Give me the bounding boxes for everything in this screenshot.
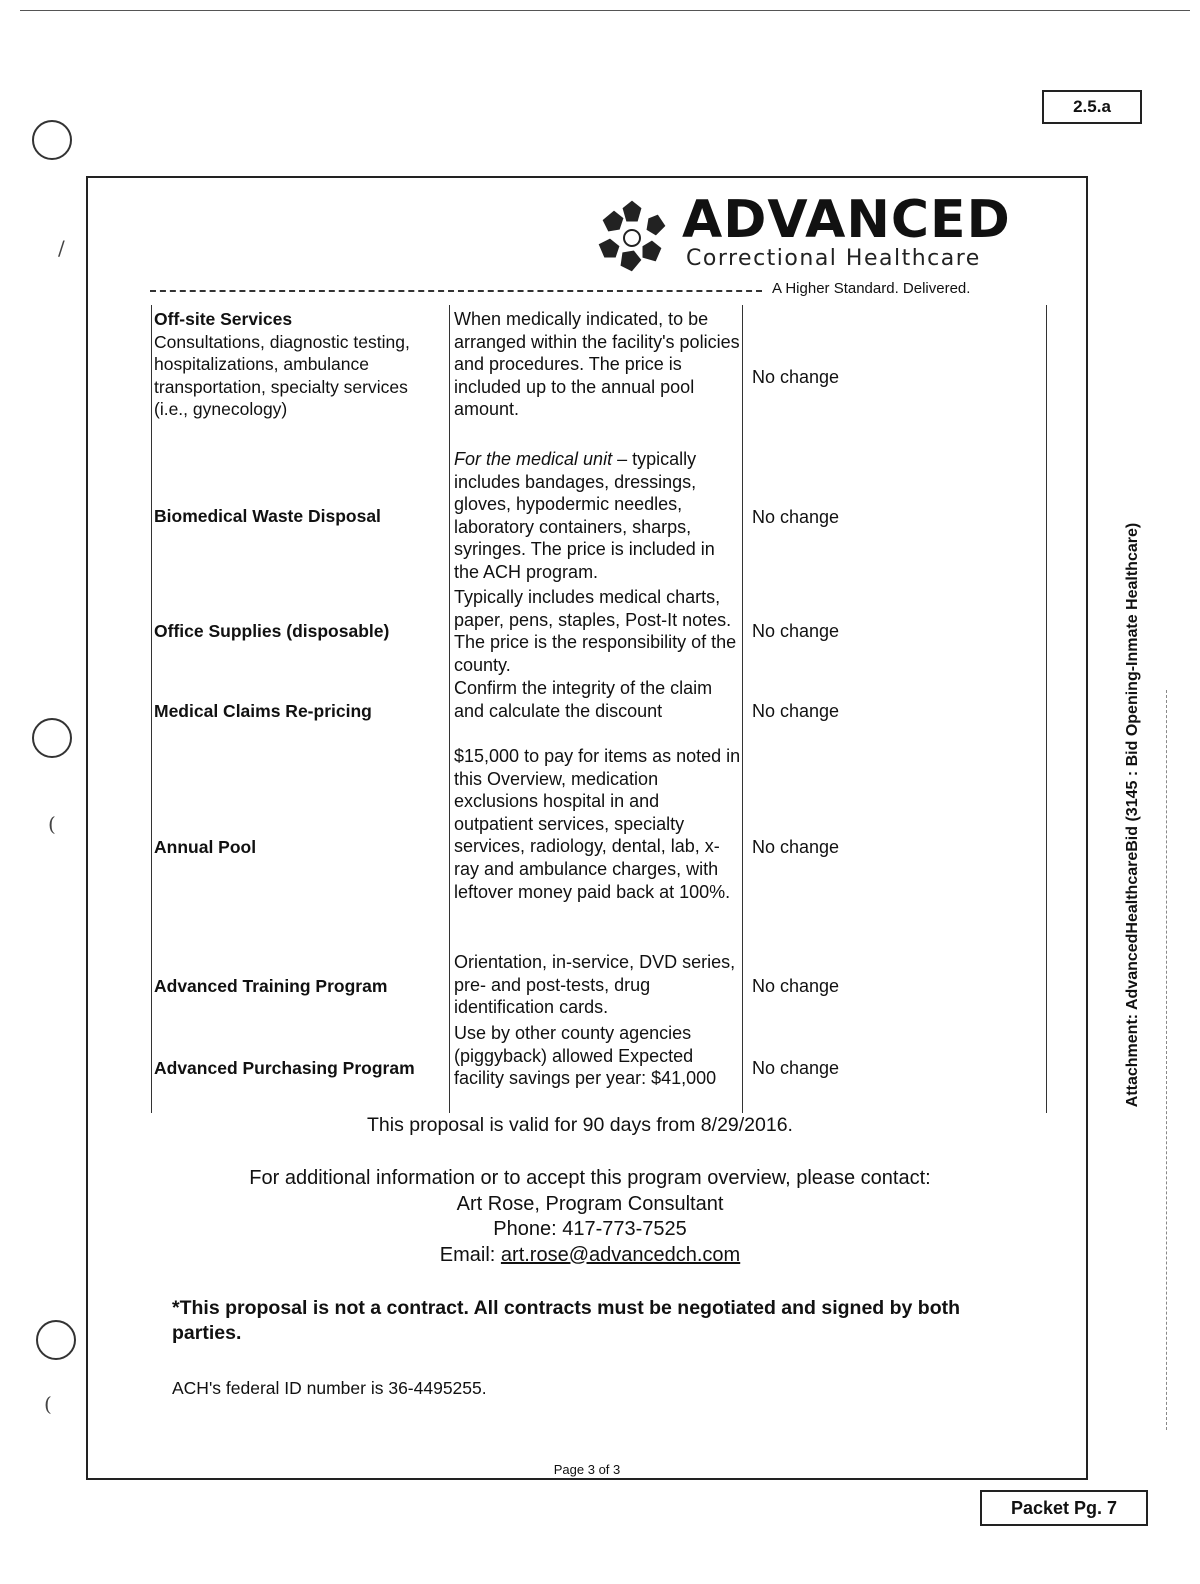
service-name-cell: Medical Claims Re-pricing [154,701,372,721]
table-border-right [1046,305,1047,1113]
page-number: Page 3 of 3 [553,1462,621,1477]
attachment-side-label: Attachment: AdvancedHealthcareBid (3145 : Bid Opening-Inmate Healthcare) [1124,522,1141,1108]
logo-wordmark: ADVANCED [682,190,1011,250]
description-cell [454,448,742,584]
description-text: – typically includes bandages, dressings, gloves, hypodermic needles, laboratory containers, sharps, syringes. The price is included in the ACH program. [454,449,715,582]
contact-intro: For additional information or to accept this program overview, please contact: [249,1167,931,1189]
description-cell: $15,000 to pay for items as noted in this Overview, medication exclusions hospital in and outpatient services, specialty services, radiology, dental, lab, x-ray and ambulance charges, with leftover money paid back at 100%. [454,746,741,902]
change-cell: No change [752,507,840,527]
federal-id: ACH's federal ID number is 36-4495255. [172,1378,487,1398]
tagline-dashes [150,290,762,292]
description-cell: Use by other county agencies (piggyback) allowed Expected facility savings per year: $41,000 [454,1023,717,1089]
contact-email-line [150,1243,1030,1269]
email-label: Email: [439,1243,501,1266]
email-link[interactable]: art.rose@advancedch.com [500,1243,741,1266]
service-name-cell: Biomedical Waste Disposal [154,506,381,526]
logo-subtitle: Correctional Healthcare [686,246,981,271]
change-cell: No change [752,621,840,641]
service-name-cell: Advanced Purchasing Program [154,1058,415,1078]
service-title: Off-site Services [154,309,293,329]
contact-block [150,1166,1030,1268]
table-column-divider [449,305,450,1113]
logo-emblem-icon [592,196,672,276]
punch-hole [32,718,72,758]
contact-phone: Phone: 417-773-7525 [493,1218,687,1240]
tagline-row [150,280,1010,304]
scan-mark: ( [48,812,56,836]
change-cell: No change [752,976,840,996]
contact-name: Art Rose, Program Consultant [456,1192,724,1215]
packet-page-box: Packet Pg. 7 [980,1490,1148,1526]
service-name-cell: Office Supplies (disposable) [154,621,390,641]
service-detail: Consultations, diagnostic testing, hospitalizations, ambulance transportation, specialty services (i.e., gynecology) [154,331,410,419]
description-cell: Orientation, in-service, DVD series, pre- and post-tests, drug identification cards. [454,952,736,1018]
tagline: A Higher Standard. Delivered. [772,280,971,297]
change-cell: No change [752,837,840,857]
top-scan-rule [20,10,1190,11]
description-italic: For the medical unit [454,449,613,469]
service-name-cell: Annual Pool [154,837,257,857]
service-name-cell [154,308,444,421]
service-name-cell: Advanced Training Program [154,976,388,996]
scan-mark: / [58,236,65,260]
table-column-divider [742,305,743,1113]
table-border-left [151,305,152,1113]
description-cell: Confirm the integrity of the claim and calculate the discount [454,678,713,721]
punch-hole [36,1320,76,1360]
side-rule [1166,690,1167,1430]
disclaimer: *This proposal is not a contract. All contracts must be negotiated and signed by both parties. [172,1297,961,1344]
change-cell: No change [752,701,840,721]
change-cell: No change [752,1058,840,1078]
description-cell: When medically indicated, to be arranged within the facility's policies and procedures. The price is included up to the annual pool amount. [454,309,740,420]
change-cell: No change [752,367,840,387]
reference-code-box: 2.5.a [1042,90,1142,124]
punch-hole [32,120,72,160]
validity-statement: This proposal is valid for 90 days from 8/29/2016. [367,1114,793,1136]
description-cell: Typically includes medical charts, paper, pens, staples, Post-It notes. The price is the responsibility of the county. [454,587,737,675]
scan-mark: ( [44,1392,52,1416]
